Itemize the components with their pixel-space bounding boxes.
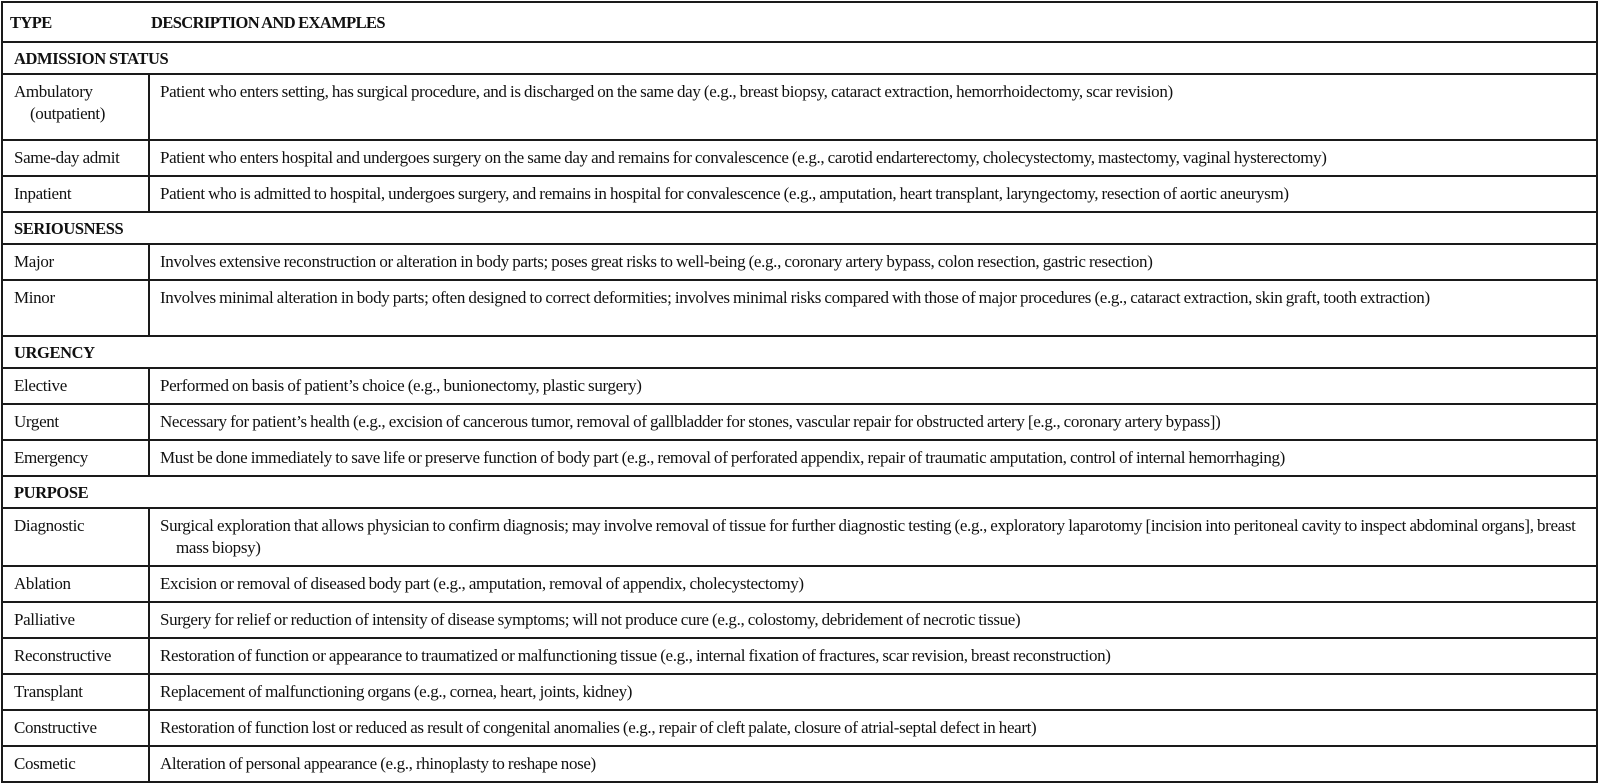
description-cell xyxy=(149,440,1597,476)
section-row-seriousness xyxy=(2,212,1597,244)
table-header-row xyxy=(2,2,1597,42)
description-cell xyxy=(149,280,1597,336)
type-label: Elective xyxy=(14,376,67,395)
table-row xyxy=(2,140,1597,176)
section-row-purpose xyxy=(2,476,1597,508)
type-cell xyxy=(2,746,149,782)
type-label: Same-day admit xyxy=(14,148,120,167)
section-row-urgency xyxy=(2,336,1597,368)
type-cell xyxy=(2,404,149,440)
description-cell xyxy=(149,602,1597,638)
table-row xyxy=(2,404,1597,440)
description-cell xyxy=(149,674,1597,710)
description-text: Involves extensive reconstruction or alteration in body parts; poses great risks to well-being (e.g., coronary artery bypass, colon resection, gastric resection) xyxy=(160,252,1153,271)
table-row xyxy=(2,244,1597,280)
description-text: Alteration of personal appearance (e.g., rhinoplasty to reshape nose) xyxy=(160,754,596,773)
type-label: Constructive xyxy=(14,718,97,737)
description-text: Involves minimal alteration in body parts; often designed to correct deformities; involves minimal risks compared with those of major procedures (e.g., cataract extraction, skin graft, tooth extraction) xyxy=(160,288,1430,307)
type-cell xyxy=(2,508,149,566)
description-cell xyxy=(149,140,1597,176)
header-description-label: DESCRIPTION AND EXAMPLES xyxy=(151,13,385,32)
type-label: Urgent xyxy=(14,412,59,431)
table-row xyxy=(2,710,1597,746)
type-cell xyxy=(2,74,149,140)
type-label: Emergency xyxy=(14,448,88,467)
type-label: Minor xyxy=(14,288,55,307)
type-cell xyxy=(2,602,149,638)
description-text: Surgical exploration that allows physician to confirm diagnosis; may involve removal of tissue for further diagnostic testing (e.g., exploratory laparotomy [incision into peritoneal cavity to inspect abdominal organs], breast mass biopsy) xyxy=(160,516,1576,557)
section-row-admission-status xyxy=(2,42,1597,74)
description-text: Replacement of malfunctioning organs (e.g., cornea, heart, joints, kidney) xyxy=(160,682,633,701)
description-cell xyxy=(149,368,1597,404)
type-label: Ablation xyxy=(14,574,71,593)
type-cell xyxy=(2,566,149,602)
type-cell xyxy=(2,176,149,212)
description-text: Excision or removal of diseased body part (e.g., amputation, removal of appendix, cholecystectomy) xyxy=(160,574,804,593)
description-cell xyxy=(149,638,1597,674)
table-row xyxy=(2,368,1597,404)
surgery-classification-table xyxy=(1,1,1598,783)
description-cell xyxy=(149,176,1597,212)
table-row xyxy=(2,508,1597,566)
type-label: Cosmetic xyxy=(14,754,76,773)
table-row xyxy=(2,566,1597,602)
table-row xyxy=(2,638,1597,674)
table-row xyxy=(2,602,1597,638)
section-title: SERIOUSNESS xyxy=(14,219,124,238)
type-cell xyxy=(2,440,149,476)
type-cell xyxy=(2,244,149,280)
table-row xyxy=(2,674,1597,710)
type-label: Transplant xyxy=(14,682,83,701)
type-label: Major xyxy=(14,252,54,271)
type-label: Diagnostic xyxy=(14,516,85,535)
description-text: Surgery for relief or reduction of intensity of disease symptoms; will not produce cure (e.g., colostomy, debridement of necrotic tissue) xyxy=(160,610,1021,629)
type-cell xyxy=(2,140,149,176)
description-text: Necessary for patient’s health (e.g., excision of cancerous tumor, removal of gallbladder for stones, vascular repair for obstructed artery [e.g., coronary artery bypass]) xyxy=(160,412,1221,431)
description-text: Patient who is admitted to hospital, undergoes surgery, and remains in hospital for convalescence (e.g., amputation, heart transplant, laryngectomy, resection of aortic aneurysm) xyxy=(160,184,1289,203)
description-text: Must be done immediately to save life or preserve function of body part (e.g., removal of perforated appendix, repair of traumatic amputation, control of internal hemorrhaging) xyxy=(160,448,1285,467)
table-row xyxy=(2,176,1597,212)
description-text: Patient who enters hospital and undergoes surgery on the same day and remains for convalescence (e.g., carotid endarterectomy, cholecystectomy, mastectomy, vaginal hysterectomy) xyxy=(160,148,1327,167)
table-row xyxy=(2,280,1597,336)
description-cell xyxy=(149,244,1597,280)
description-text: Restoration of function or appearance to traumatized or malfunctioning tissue (e.g., internal fixation of fractures, scar revision, breast reconstruction) xyxy=(160,646,1111,665)
type-cell xyxy=(2,638,149,674)
type-label: Ambulatory xyxy=(14,82,93,101)
section-title: URGENCY xyxy=(14,343,95,362)
type-sublabel: (outpatient) xyxy=(30,104,106,123)
header-type-label: TYPE xyxy=(10,13,52,32)
type-cell xyxy=(2,710,149,746)
type-cell xyxy=(2,674,149,710)
description-cell xyxy=(149,566,1597,602)
table-row xyxy=(2,74,1597,140)
header-type-cell xyxy=(2,2,149,42)
type-label: Palliative xyxy=(14,610,75,629)
header-description-cell xyxy=(149,2,1597,42)
type-label: Reconstructive xyxy=(14,646,112,665)
type-cell xyxy=(2,368,149,404)
description-cell xyxy=(149,710,1597,746)
description-text: Performed on basis of patient’s choice (e.g., bunionectomy, plastic surgery) xyxy=(160,376,642,395)
table-row xyxy=(2,746,1597,782)
description-cell xyxy=(149,508,1597,566)
table-row xyxy=(2,440,1597,476)
description-cell xyxy=(149,74,1597,140)
type-cell xyxy=(2,280,149,336)
section-title: ADMISSION STATUS xyxy=(14,49,169,68)
type-label: Inpatient xyxy=(14,184,72,203)
description-text: Restoration of function lost or reduced as result of congenital anomalies (e.g., repair of cleft palate, closure of atrial-septal defect in heart) xyxy=(160,718,1037,737)
section-title: PURPOSE xyxy=(14,483,89,502)
description-cell xyxy=(149,746,1597,782)
description-text: Patient who enters setting, has surgical procedure, and is discharged on the same day (e.g., breast biopsy, cataract extraction, hemorrhoidectomy, scar revision) xyxy=(160,82,1173,101)
description-cell xyxy=(149,404,1597,440)
